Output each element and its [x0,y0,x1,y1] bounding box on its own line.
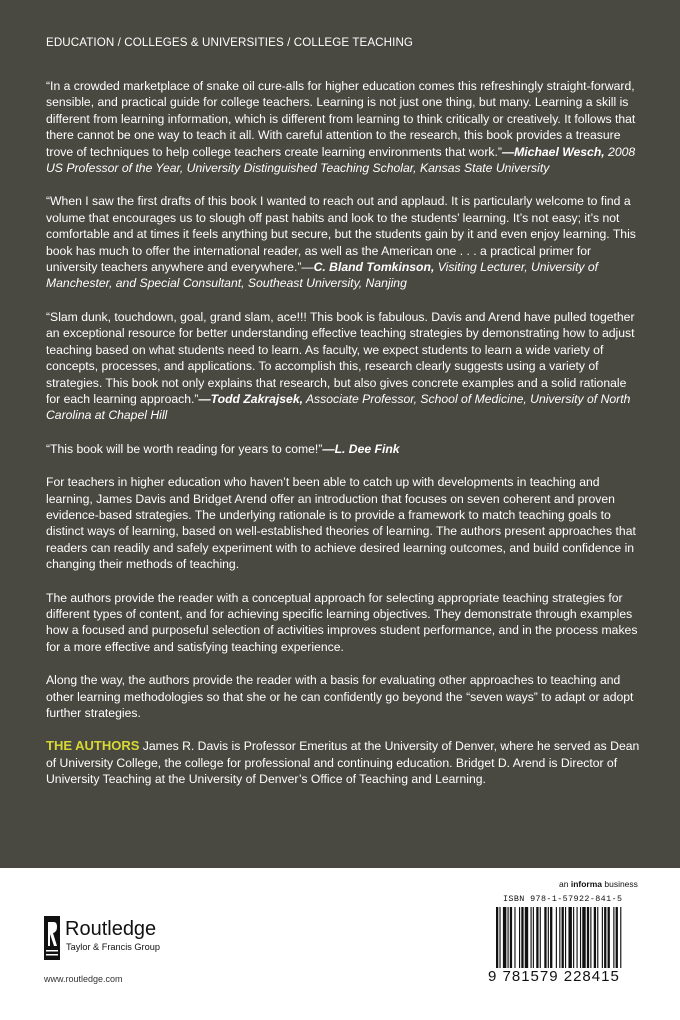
ean-number: 9 781579 228415 [484,968,664,985]
review-quote: “When I saw the first drafts of this book I wanted to reach out and applaud. It is particularly welcome to find a volume that encourages us to slough off past habits and look to the students’ learning. It’s not easy; it’s not comfortable and at times it feels anything but secure, but the students gain by it and even enjoy learning. This book has much to offer the international reader, as well as the American one . . . a practical primer for university teachers anywhere and everywhere.”— [46,194,636,275]
back-cover-footer [0,868,680,1020]
review-quote: “This book will be worth reading for years to come!” [46,441,323,456]
description-paragraph: Along the way, the authors provide the reader with a basis for evaluating other approaches to teaching and other learning methodologies so that she or he can confidently go beyond the “seven ways” to adapt or adopt further strategies. [46,673,634,720]
publisher-logo [44,916,194,966]
category-line: EDUCATION / COLLEGES & UNIVERSITIES / COLLEGE TEACHING [46,36,414,49]
authors-heading: THE AUTHORS [46,738,140,754]
review-tomkinson [46,193,640,291]
publisher-url: www.routledge.com [44,974,123,984]
review-author: —L. Dee Fink [322,441,400,456]
review-fink [46,441,640,457]
review-affiliation: 2008 US Professor of the Year, University Distinguished Teaching Scholar, Kansas State University [46,144,636,176]
isbn-text: ISBN 978-1-57922-841-5 [503,894,623,904]
review-author: —Michael Wesch, [501,144,605,159]
cover-text [46,78,640,805]
routledge-mark-icon [44,916,60,960]
publisher-name: Routledge [65,918,157,940]
description-paragraph: For teachers in higher education who haven’t been able to catch up with developments in teaching and learning, James Davis and Bridget Arend offer an introduction that focuses on seven coherent and proven evidence-based strategies. The underlying rationale is to provide a framework to match teaching goals to distinct ways of learning, based on well-established theories of learning. The authors present approaches that readers can readily and safely experiment with to achieve desired learning outcomes, and build confidence in changing their methods of teaching. [46,475,636,572]
review-quote: “Slam dunk, touchdown, goal, grand slam, ace!!! This book is fabulous. Davis and Arend have pulled together an exceptional resource for better understanding effective teaching strategies by demonstrating how to adjust teaching based on what students need to learn. As faculty, we expect students to learn a wide variety of concepts, processes, and applications. To accomplish this, research clearly suggests using a variety of strategies. This book not only explains that research, but also gives concrete examples and a solid rationale for each learning approach.” [46,309,635,406]
informa-suffix: business [602,879,638,889]
review-quote: “In a crowded marketplace of snake oil cure-alls for higher education comes this refreshingly straight-forward, sensible, and practical guide for college teachers. Learning is not just one thing, but many. Learning a skill is different from learning information, which is different from learning to think critically or creatively. It follows that there cannot be one way to teach it all. With careful attention to the research, this book provides a treasure trove of techniques to help college teachers create learning environments that work.” [46,79,636,159]
informa-tagline [559,879,638,889]
informa-prefix: an [559,879,571,889]
authors-text: James R. Davis is Professor Emeritus at the University of Denver, where he served as Dean of University College, the college for professional and continuing education. Bridget D. Arend is Director of University Teaching at the University of Denver’s Office of Teaching and Learning. [46,739,640,787]
review-zakrajsek [46,309,640,424]
review-wesch [46,78,640,176]
description-paragraph: The authors provide the reader with a conceptual approach for selecting appropriate teaching strategies for different types of content, and for achieving specific learning objectives. They demonstrate through examples how a focused and purposeful selection of activities improves student performance, and in the process makes for a more effective and satisfying teaching experience. [46,590,638,654]
review-author: —Todd Zakrajsek, [198,391,303,406]
authors-bio [46,738,640,787]
review-affiliation: Visiting Lecturer, University of Manchester, and Special Consultant, Southeast University, Nanjing [46,260,599,291]
publisher-group: Taylor & Francis Group [66,942,160,952]
review-author: C. Bland Tomkinson, [313,260,435,275]
review-affiliation: Associate Professor, School of Medicine, University of North Carolina at Chapel Hill [46,391,631,423]
informa-word: informa [570,879,602,889]
